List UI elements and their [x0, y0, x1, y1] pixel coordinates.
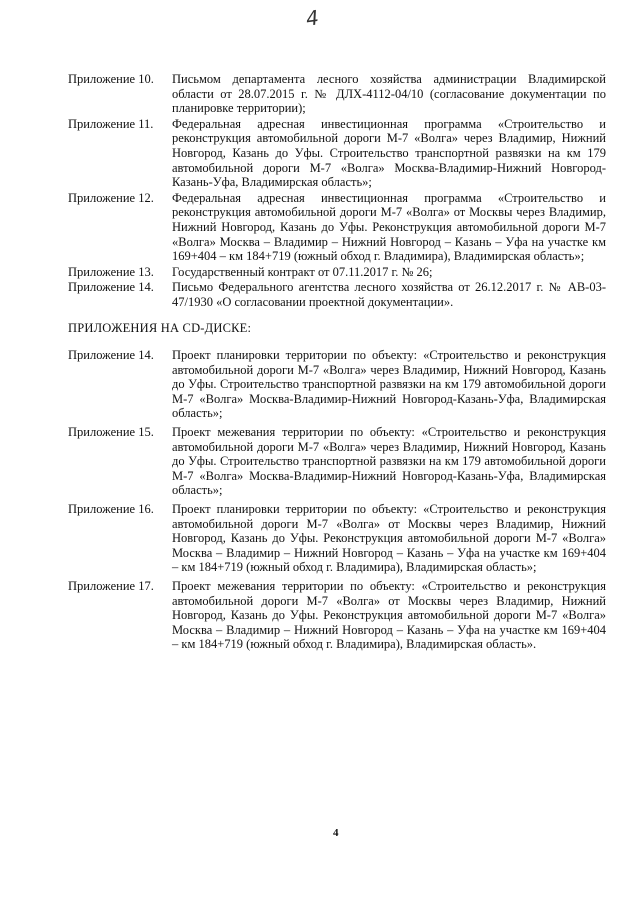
attachment-text: Письмом департамента лесного хозяйства администрации Владимирской области от 28.07.2015 г. № ДЛХ-4112-04/10 (согласование документации по планировке территории); — [172, 72, 606, 116]
attachment-label: Приложение 14. — [68, 348, 154, 362]
attachment-label: Приложение 15. — [68, 424, 154, 439]
cd-attachments-list — [68, 348, 608, 656]
attachment-item — [68, 117, 608, 190]
attachment-label: Приложение 13. — [68, 264, 154, 279]
attachment-text: Федеральная адресная инвестиционная программа «Строительство и реконструкция автомобильной дороги М-7 «Волга» от Москвы через Владимир, Нижний Новгород, Казань до Уфы. Реконструкция автомобильной дороги М-7 «Волга» Москва – Владимир – Нижний Новгород – Казань – Уфа на участке км 169+404 – км 184+719 (южный обход г. Владимира), Владимирская область»; — [172, 190, 606, 264]
attachment-label: Приложение 10. — [68, 72, 154, 86]
page-number: 4 — [333, 827, 339, 839]
attachment-item — [68, 348, 608, 421]
attachment-item — [68, 72, 608, 116]
attachment-label: Приложение 12. — [68, 190, 154, 205]
attachment-item — [68, 579, 608, 652]
attachment-label: Приложение 11. — [68, 116, 154, 131]
handwritten-page-mark: 4 — [304, 5, 321, 31]
attachment-text: Федеральная адресная инвестиционная программа «Строительство и реконструкция автомобильной дороги М-7 «Волга» через Владимир, Нижний Новгород, Казань до Уфы. Строительство транспортной развязки на км 179 автомобильной дороги М-7 «Волга» Москва-Владимир-Нижний Новгород-Казань-Уфа, Владимирская область»; — [172, 116, 606, 190]
attachment-item — [68, 191, 608, 264]
attachment-item — [68, 425, 608, 498]
attachment-label: Приложение 17. — [68, 578, 154, 593]
attachments-list — [68, 72, 608, 311]
attachment-label: Приложение 14. — [68, 280, 154, 295]
attachment-text: Проект планировки территории по объекту: «Строительство и реконструкция автомобильной дороги М-7 «Волга» через Владимир, Нижний Новгород, Казань до Уфы. Строительство транспортной развязки на км 179 автомобильной дороги М-7 «Волга» Москва-Владимир-Нижний Новгород-Казань-Уфа, Владимирская область»; — [172, 348, 606, 421]
attachment-item — [68, 280, 608, 309]
attachment-text: Письмо Федерального агентства лесного хозяйства от 26.12.2017 г. № АВ-03-47/1930 «О согласовании проектной документации». — [172, 280, 606, 309]
attachment-item — [68, 502, 608, 575]
attachment-text: Проект межевания территории по объекту: «Строительство и реконструкция автомобильной дороги М-7 «Волга» от Москвы через Владимир, Нижний Новгород, Казань до Уфы. Реконструкция автомобильной дороги М-7 «Волга» Москва – Владимир – Нижний Новгород – Казань – Уфа на участке км 169+404 – км 184+719 (южный обход г. Владимира), Владимирская область». — [172, 578, 606, 652]
cd-section-title: ПРИЛОЖЕНИЯ НА CD-ДИСКЕ: — [68, 321, 252, 335]
attachment-label: Приложение 16. — [68, 501, 154, 516]
attachment-text: Проект планировки территории по объекту: «Строительство и реконструкция автомобильной дороги М-7 «Волга» от Москвы через Владимир, Нижний Новгород, Казань до Уфы. Реконструкция автомобильной дороги М-7 «Волга» Москва – Владимир – Нижний Новгород – Казань – Уфа на участке км 169+404 – км 184+719 (южный обход г. Владимира), Владимирская область»; — [172, 501, 606, 575]
attachment-text: Проект межевания территории по объекту: «Строительство и реконструкция автомобильной дороги М-7 «Волга» через Владимир, Нижний Новгород, Казань до Уфы. Строительство транспортной развязки на км 179 автомобильной дороги М-7 «Волга» Москва-Владимир-Нижний Новгород-Казань-Уфа, Владимирская область»; — [172, 424, 606, 498]
attachment-item — [68, 265, 608, 280]
attachment-text: Государственный контракт от 07.11.2017 г. № 26; — [172, 264, 433, 279]
